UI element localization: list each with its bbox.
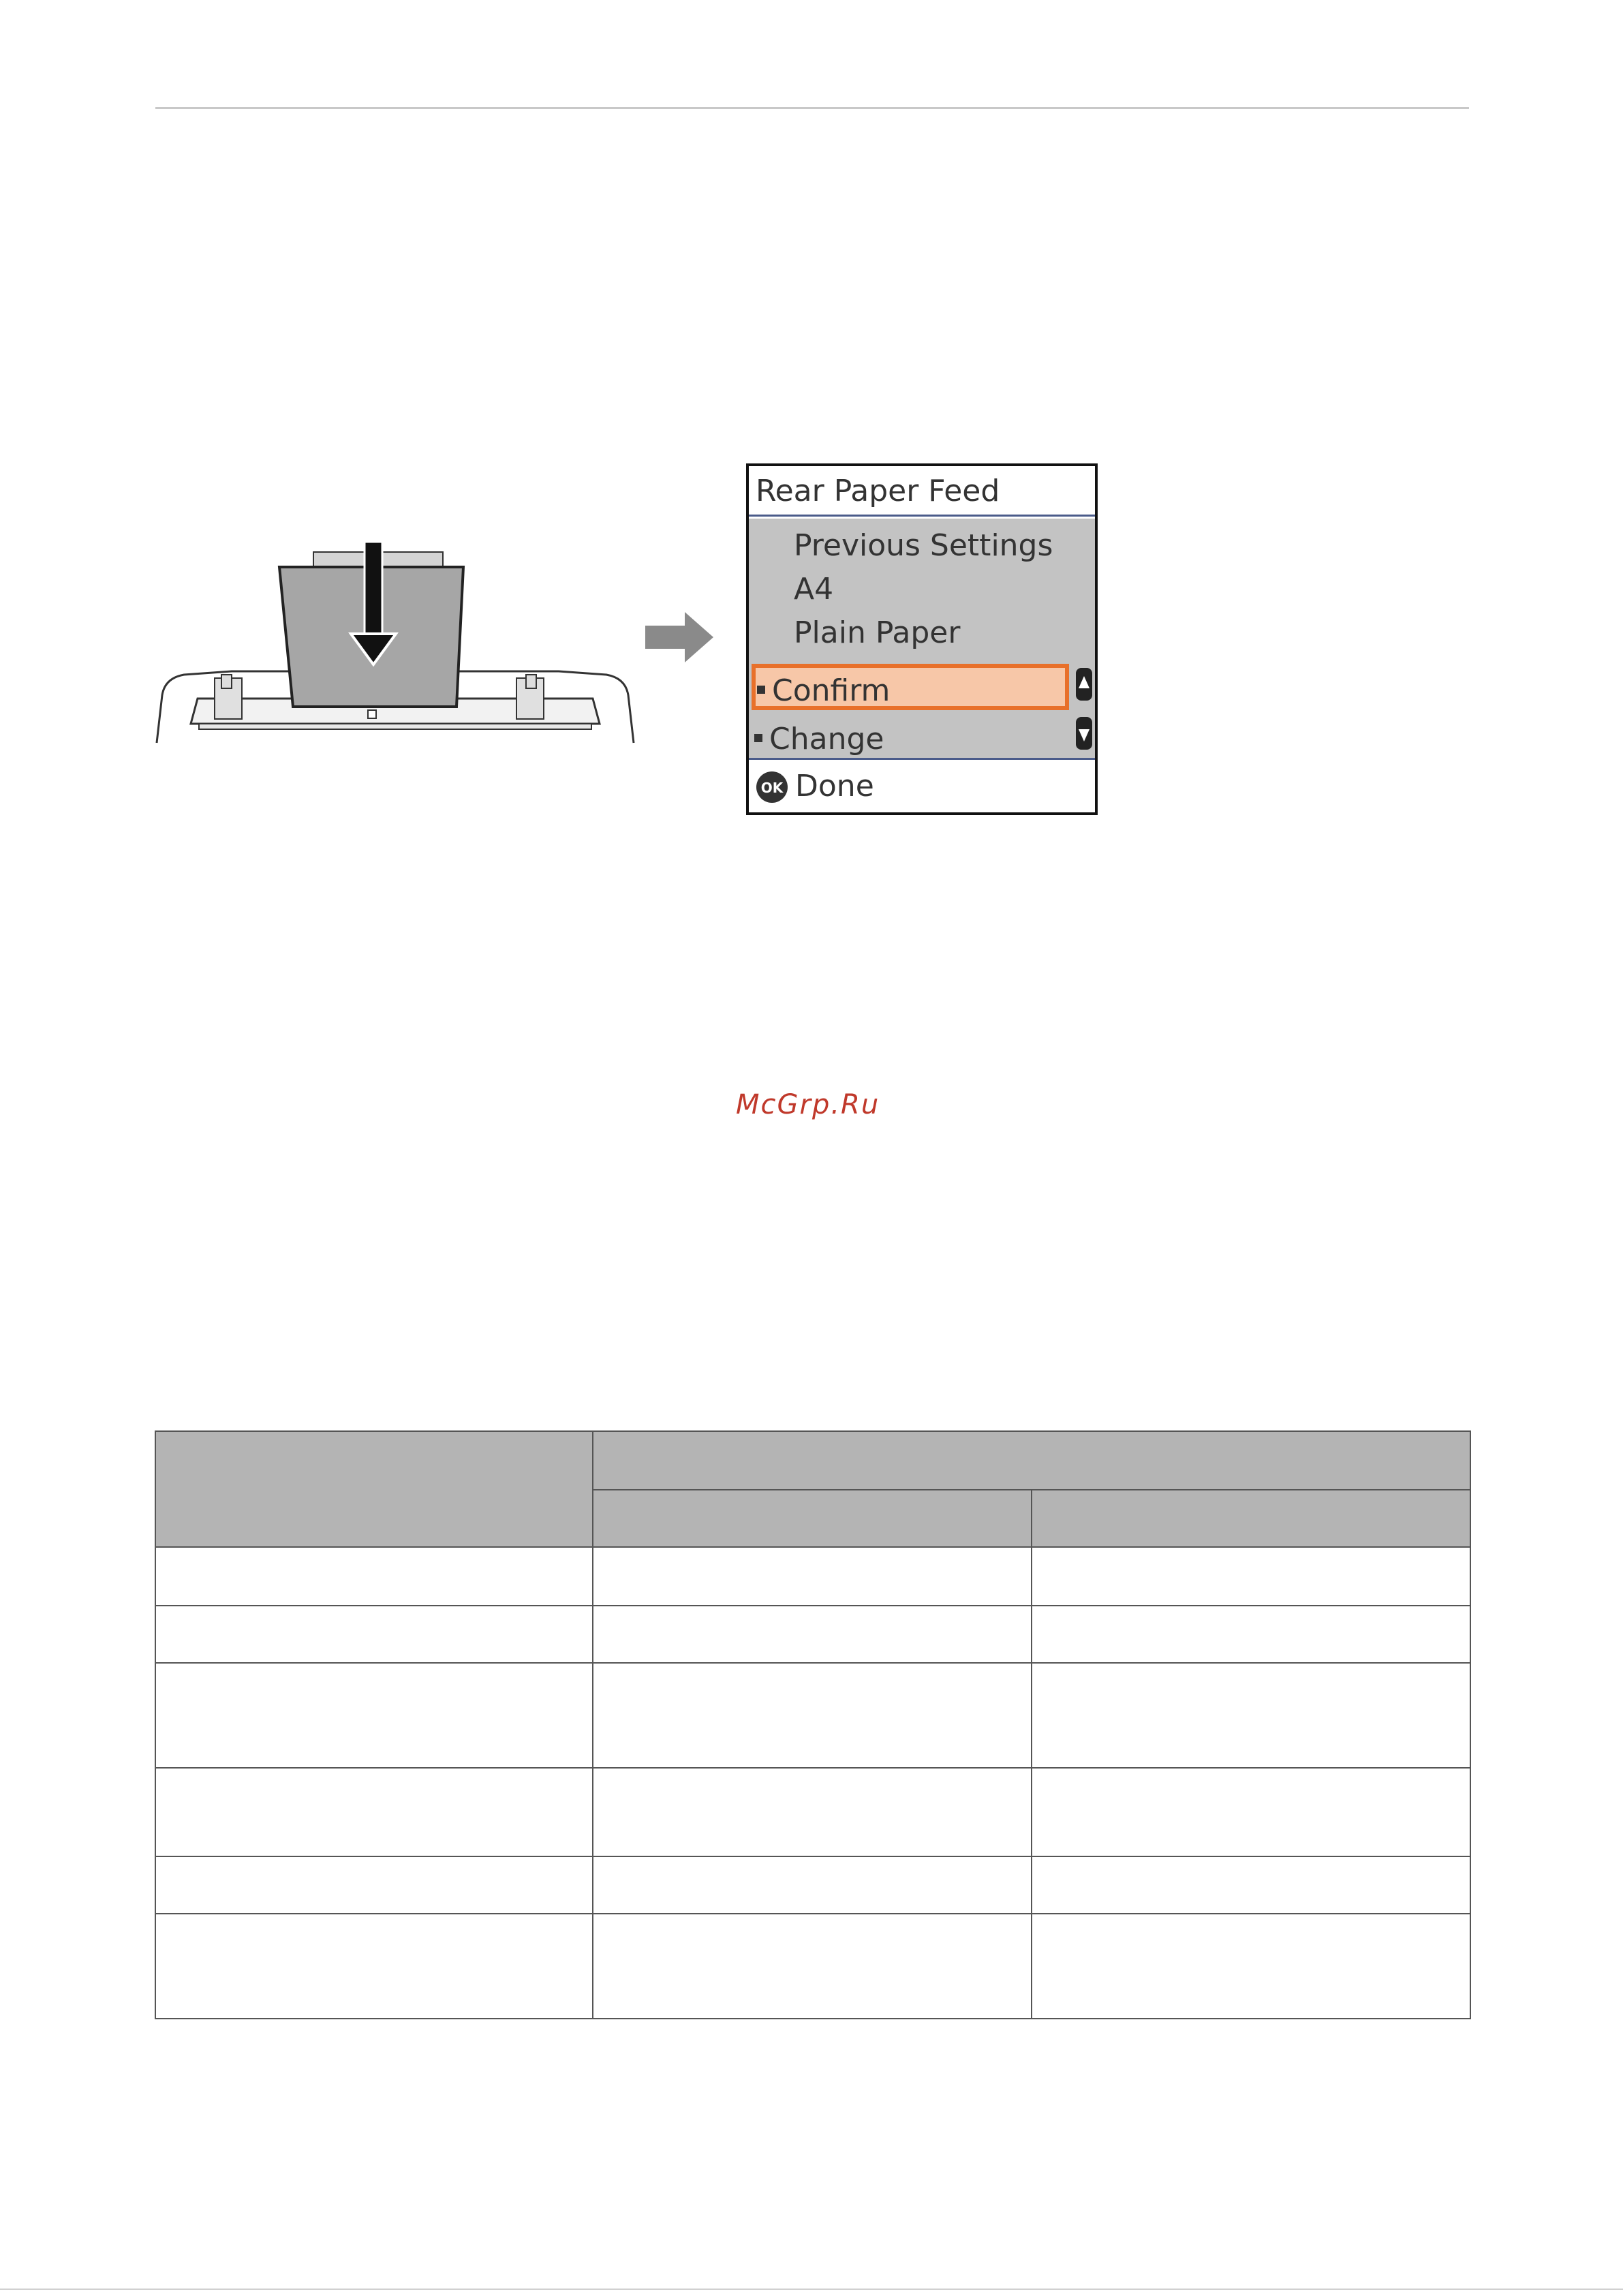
table-row [155,1856,1470,1914]
paper-size-value: A4 [794,572,834,607]
table-header-cell [1032,1490,1470,1547]
top-divider [155,107,1469,109]
watermark: McGrp.Ru [736,1089,880,1120]
bottom-divider [0,2289,1623,2290]
spec-table [155,1430,1471,2019]
table-header-cell [593,1431,1470,1490]
done-label: Done [795,769,874,803]
lcd-title: Rear Paper Feed [749,466,1095,517]
right-arrow-icon [637,607,719,668]
previous-settings-heading: Previous Settings [794,528,1053,563]
paper-type-value: Plain Paper [794,615,961,650]
scroll-up-icon[interactable] [1075,667,1094,702]
bullet-icon [754,734,762,742]
change-option[interactable] [749,716,1069,763]
printer-lcd-screen [746,463,1098,815]
table-row [155,1547,1470,1606]
table-row [155,1663,1470,1768]
printer-loading-illustration [150,532,640,750]
lcd-footer [749,760,1095,812]
ok-button-text: OK [760,780,784,796]
table-header-cell [593,1490,1032,1547]
lcd-body [749,519,1095,760]
scroll-down-icon[interactable] [1075,716,1094,751]
ok-button-icon[interactable] [756,771,788,803]
confirm-option-label: Confirm [772,673,891,708]
table-row [155,1914,1470,2019]
change-option-label: Change [769,722,884,756]
table-header-cell [155,1431,593,1547]
table-row [155,1768,1470,1856]
table-row [155,1606,1470,1663]
confirm-option[interactable] [752,664,1069,710]
bullet-icon [757,686,765,694]
